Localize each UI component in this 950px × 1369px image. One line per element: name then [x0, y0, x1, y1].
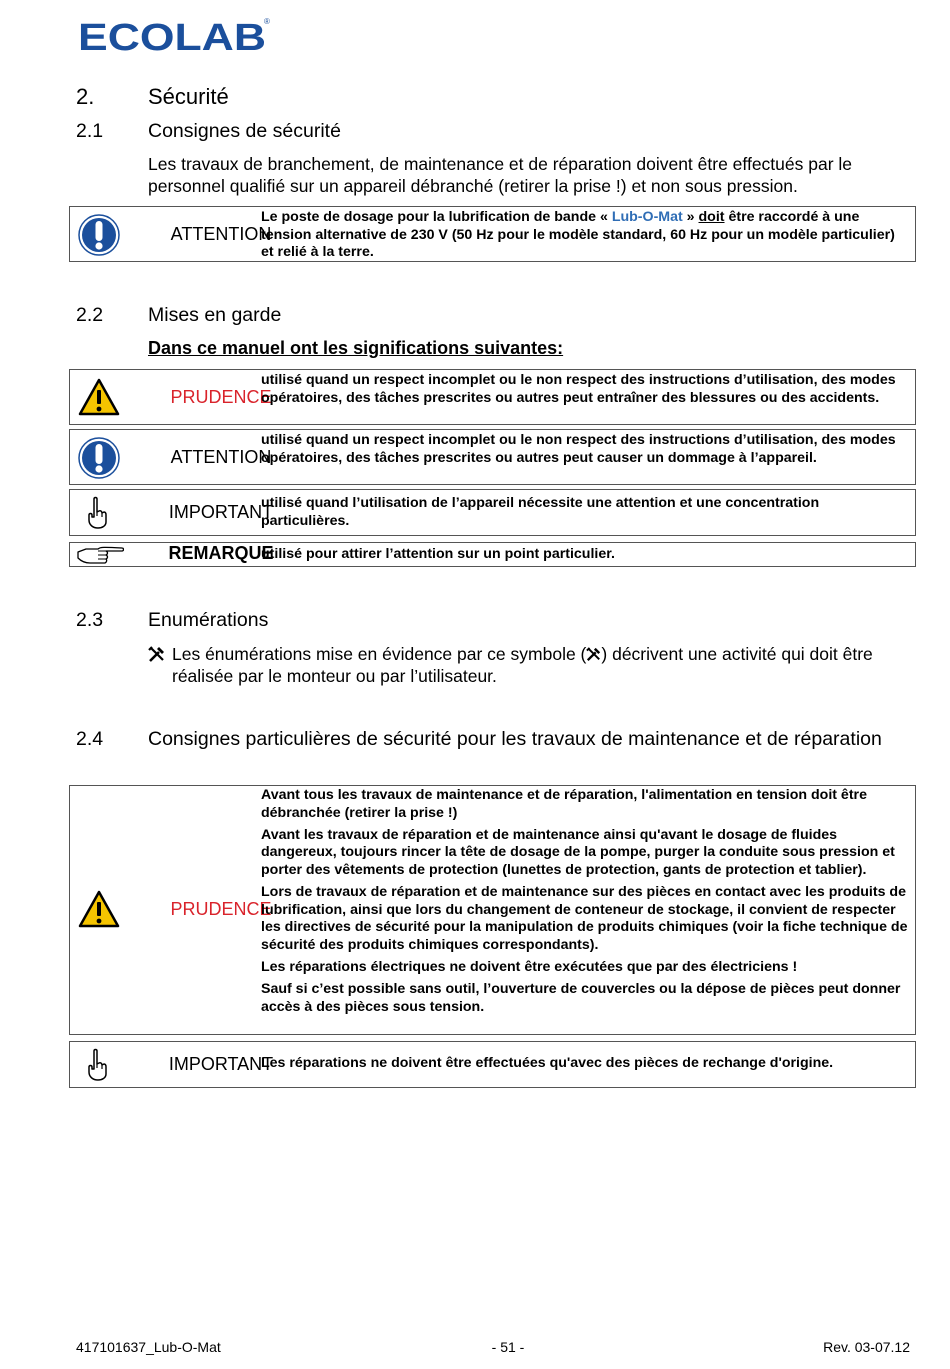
section-2-4-heading: 2.4 Consignes particulières de sécurité pour les travaux de maintenance et de réparation: [76, 728, 882, 750]
pointing-hand-icon: [76, 544, 124, 566]
svg-text:ECOLAB: ECOLAB: [78, 17, 266, 56]
tools-icon: [586, 647, 601, 662]
svg-text:®: ®: [264, 17, 270, 26]
prudence-item: Avant tous les travaux de maintenance et de réparation, l'alimentation en tension doit être débranchée (retirer la prise !): [261, 787, 867, 821]
section-2-1-heading: 2.1 Consignes de sécurité: [76, 120, 341, 142]
enumeration-paragraph: Les énumérations mise en évidence par ce symbole ( ) décrivent une activité qui doit être réalisée par le monteur ou par l’utilisateur.: [148, 643, 898, 687]
attention-label: ATTENTION: [170, 447, 272, 467]
important-message: Les réparations ne doivent être effectuées qu'avec des pièces de rechange d'origine.: [261, 1055, 834, 1071]
prudence-row: [69, 369, 916, 425]
ecolab-logo: [78, 14, 272, 56]
prudence-item: Avant les travaux de réparation et de maintenance ainsi qu'avant le dosage de fluides dangereux, toujours rincer la tête de dosage de la pompe, purger la conduite sous pression et porter des vêtements de protection (lunettes de protection, gants de protection et tablier).: [261, 826, 895, 878]
raised-finger-hand-icon: [84, 496, 110, 530]
section-2-1-intro: Les travaux de branchement, de maintenance et de réparation doivent être effectués par le personnel qualifié sur un appareil débranché (retirer la prise !) et non sous pression.: [148, 154, 853, 196]
remarque-row: [69, 542, 916, 567]
maintenance-prudence-box: [69, 785, 916, 1035]
prudence-item: Les réparations électriques ne doivent être exécutées que par des électriciens !: [261, 958, 798, 975]
remarque-description: utilisé pour attirer l’attention sur un point particulier.: [261, 546, 615, 562]
maintenance-important-box: [69, 1041, 916, 1088]
attention-message: Le poste de dosage pour la lubrification de bande « Lub-O-Mat » doit être raccordé à une tension alternative de 230 V (50 Hz pour le modèle standard, 60 Hz pour un modèle particulier) et relié à la terre.: [261, 209, 895, 261]
footer-revision: Rev. 03-07.12: [823, 1339, 910, 1355]
attention-box: [69, 206, 916, 262]
footer-doc-id: 417101637_Lub-O-Mat: [76, 1339, 221, 1355]
prudence-items: [261, 787, 909, 1021]
exclamation-circle-icon: [78, 437, 120, 479]
warning-triangle-icon: [78, 378, 120, 416]
important-description: utilisé quand l’utilisation de l’appareil nécessite une attention et une concentration particulières.: [261, 495, 820, 529]
prudence-label: PRUDENCE: [170, 387, 272, 407]
attention-label: ATTENTION: [170, 224, 272, 244]
important-row: [69, 489, 916, 536]
warning-triangle-icon: [78, 890, 120, 928]
raised-finger-hand-icon: [84, 1048, 110, 1082]
tools-icon: [148, 646, 165, 663]
important-label: IMPORTANT: [168, 1054, 274, 1074]
section-2-3-heading: 2.3 Enumérations: [76, 609, 269, 631]
prudence-label: PRUDENCE: [170, 899, 272, 919]
attention-row: [69, 429, 916, 485]
prudence-item: Sauf si c’est possible sans outil, l’ouverture de couvercles ou la dépose de pièces peut donner accès à des pièces sous tension.: [261, 980, 901, 1015]
footer-page-number: - 51 -: [491, 1339, 525, 1355]
prudence-description: utilisé quand un respect incomplet ou le non respect des instructions d’utilisation, des modes opératoires, des tâches prescrites ou autres peut entraîner des blessures ou des accidents.: [261, 372, 896, 406]
important-label: IMPORTANT: [168, 502, 274, 522]
section-2-2-heading: 2.2 Mises en garde: [76, 304, 282, 326]
exclamation-circle-icon: [78, 214, 120, 256]
prudence-item: Lors de travaux de réparation et de maintenance sur des pièces en contact avec les produits de lubrification, ainsi que lors du changement de conteneur de stockage, il convient de respecter les directives de sécurité pour la manipulation de produits chimiques (voir la fiche technique de sécurité des produits chimiques correspondants).: [261, 883, 908, 953]
remarque-label: REMARQUE: [168, 543, 274, 563]
section-2-2-subtitle: Dans ce manuel ont les significations suivantes:: [148, 338, 564, 358]
attention-description: utilisé quand un respect incomplet ou le non respect des instructions d’utilisation, des modes opératoires, des tâches prescrites ou autres peut causer un dommage à l’appareil.: [261, 432, 896, 466]
